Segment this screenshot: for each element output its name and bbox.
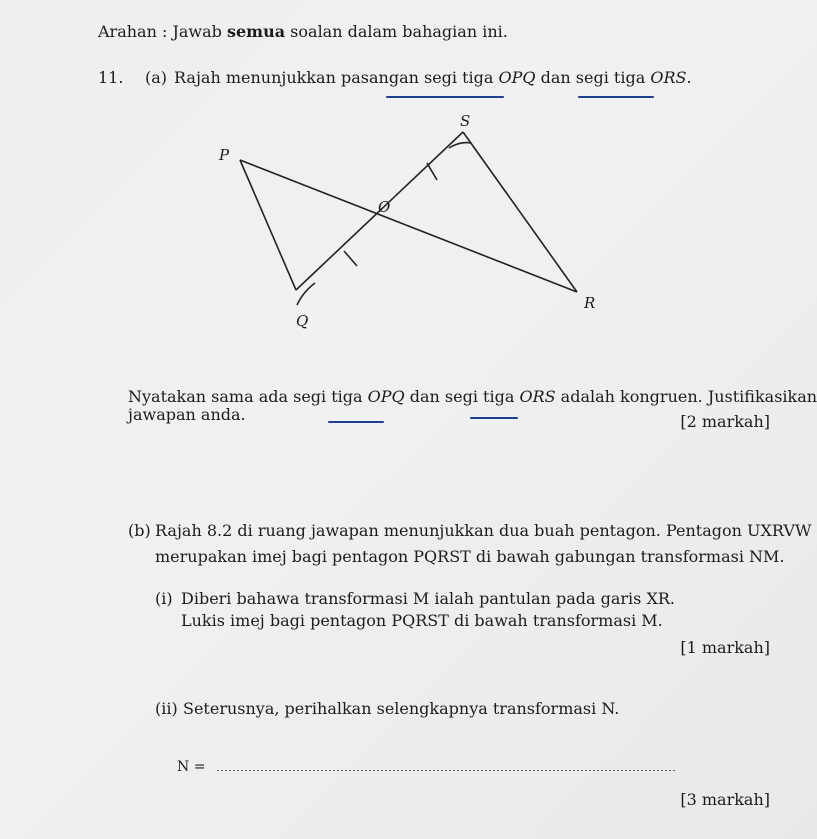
part-a-prompt-line1: Nyatakan sama ada segi tiga OPQ dan segi tiga ORS adalah kongruen. Justifikasikan: [128, 387, 817, 406]
tick-mark-os: [427, 163, 437, 180]
sub-i-line1: Diberi bahawa transformasi M ialah pantulan pada garis XR.: [181, 589, 675, 608]
part-a-marks: [2 markah]: [680, 412, 770, 431]
pen-underline-prompt-ors: [470, 417, 518, 419]
part-b-line1: Rajah 8.2 di ruang jawapan menunjukkan dua buah pentagon. Pentagon UXRVW: [155, 521, 812, 540]
answer-n-label: N =: [177, 759, 206, 775]
sub-i-marks: [1 markah]: [680, 638, 770, 657]
tick-mark-oq: [344, 251, 357, 266]
vertex-label-r: R: [584, 294, 596, 312]
angle-arc-s: [449, 143, 471, 148]
instruction-emphasis: semua: [226, 22, 286, 41]
sub-ii-line1: Seterusnya, perihalkan selengkapnya transformasi N.: [183, 699, 620, 718]
part-a-label: (a): [145, 68, 168, 87]
vertex-label-s: S: [460, 112, 471, 130]
sub-i-label: (i): [155, 589, 173, 608]
instruction-line: Arahan : Jawab semua soalan dalam bahagian ini.: [98, 22, 508, 41]
question-number: 11.: [98, 68, 124, 87]
side-sr: [463, 132, 577, 292]
triangle-diagram: [0, 0, 817, 360]
sub-i-line2: Lukis imej bagi pentagon PQRST di bawah transformasi M.: [181, 611, 663, 630]
vertex-label-q: Q: [296, 312, 309, 330]
side-pr: [240, 160, 577, 292]
answer-n-line[interactable]: [216, 770, 676, 771]
triangle-opq-label: OPQ: [498, 68, 536, 87]
part-a-prompt-line2: jawapan anda.: [128, 405, 246, 424]
part-a-statement: Rajah menunjukkan pasangan segi tiga OPQ dan segi tiga ORS.: [174, 68, 692, 87]
vertex-label-p: P: [219, 146, 230, 164]
triangle-ors-label: ORS: [650, 68, 687, 87]
sub-ii-marks: [3 markah]: [680, 790, 770, 809]
vertex-label-o: O: [378, 198, 391, 216]
part-b-label: (b): [128, 521, 151, 540]
sub-ii-label: (ii): [155, 699, 178, 718]
pen-underline-prompt-opq: [328, 421, 384, 423]
part-b-line2: merupakan imej bagi pentagon PQRST di bawah gabungan transformasi NM.: [155, 547, 785, 566]
